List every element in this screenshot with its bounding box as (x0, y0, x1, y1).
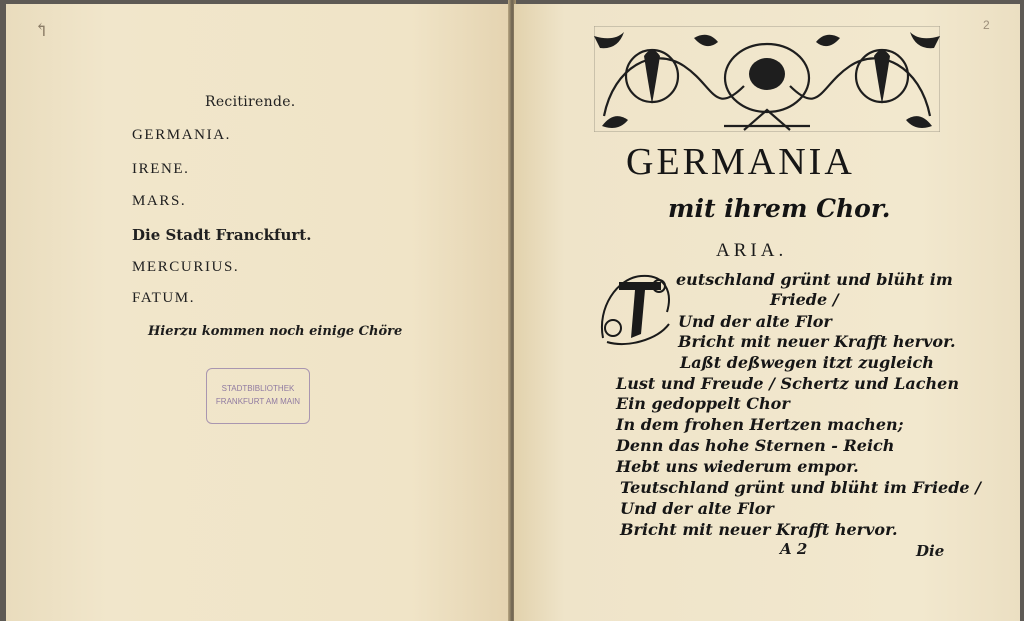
library-stamp (206, 368, 310, 424)
pencil-mark-icon: ↰ (34, 20, 50, 41)
chorus-note: Hierzu kommen noch einige Chöre (148, 324, 403, 339)
page-title: GERMANIA (626, 141, 855, 183)
verse-line-4: Bricht mit neuer Krafft hervor. (678, 332, 956, 351)
verse-line-1: eutschland grünt und blüht im (676, 270, 953, 289)
verse-line-12: Und der alte Flor (620, 499, 774, 518)
signature-mark: A 2 (780, 540, 808, 558)
verse-line-11: Teutschland grünt und blüht im Friede / (620, 478, 981, 497)
verse-line-6: Lust und Freude / Schertz und Lachen (616, 374, 959, 393)
verse-line-13: Bricht mit neuer Krafft hervor. (620, 520, 898, 539)
verse-line-8: In dem frohen Hertzen machen; (616, 415, 904, 434)
role-mercurius: MERCURIUS. (132, 259, 240, 275)
bleed-through-text (206, 34, 210, 50)
recite-heading: Recitirende. (205, 94, 296, 110)
stamp-line-1: STADTBIBLIOTHEK (221, 384, 295, 393)
verse-line-3: Und der alte Flor (678, 312, 832, 331)
verse-line-7: Ein gedoppelt Chor (616, 394, 790, 413)
role-fatum: FATUM. (132, 290, 196, 306)
decorated-initial-t-icon (597, 268, 675, 348)
catchword: Die (916, 542, 945, 560)
verse-line-2: Friede / (770, 290, 839, 309)
role-germania: GERMANIA. (132, 127, 231, 143)
verse-line-10: Hebt uns wiederum empor. (616, 457, 859, 476)
role-irene: IRENE. (132, 161, 190, 177)
role-mars: MARS. (132, 193, 187, 209)
section-heading: ARIA. (716, 240, 788, 261)
page-number: 2 (983, 18, 990, 32)
role-stadt-franckfurt: Die Stadt Franckfurt. (132, 226, 312, 244)
verse-line-9: Denn das hohe Sternen - Reich (616, 436, 895, 455)
ornamental-headpiece-icon (594, 26, 940, 132)
verse-line-5: Laßt deßwegen itzt zugleich (680, 353, 934, 372)
page-subtitle: mit ihrem Chor. (668, 194, 891, 223)
stamp-line-2: FRANKFURT AM MAIN (215, 397, 301, 406)
